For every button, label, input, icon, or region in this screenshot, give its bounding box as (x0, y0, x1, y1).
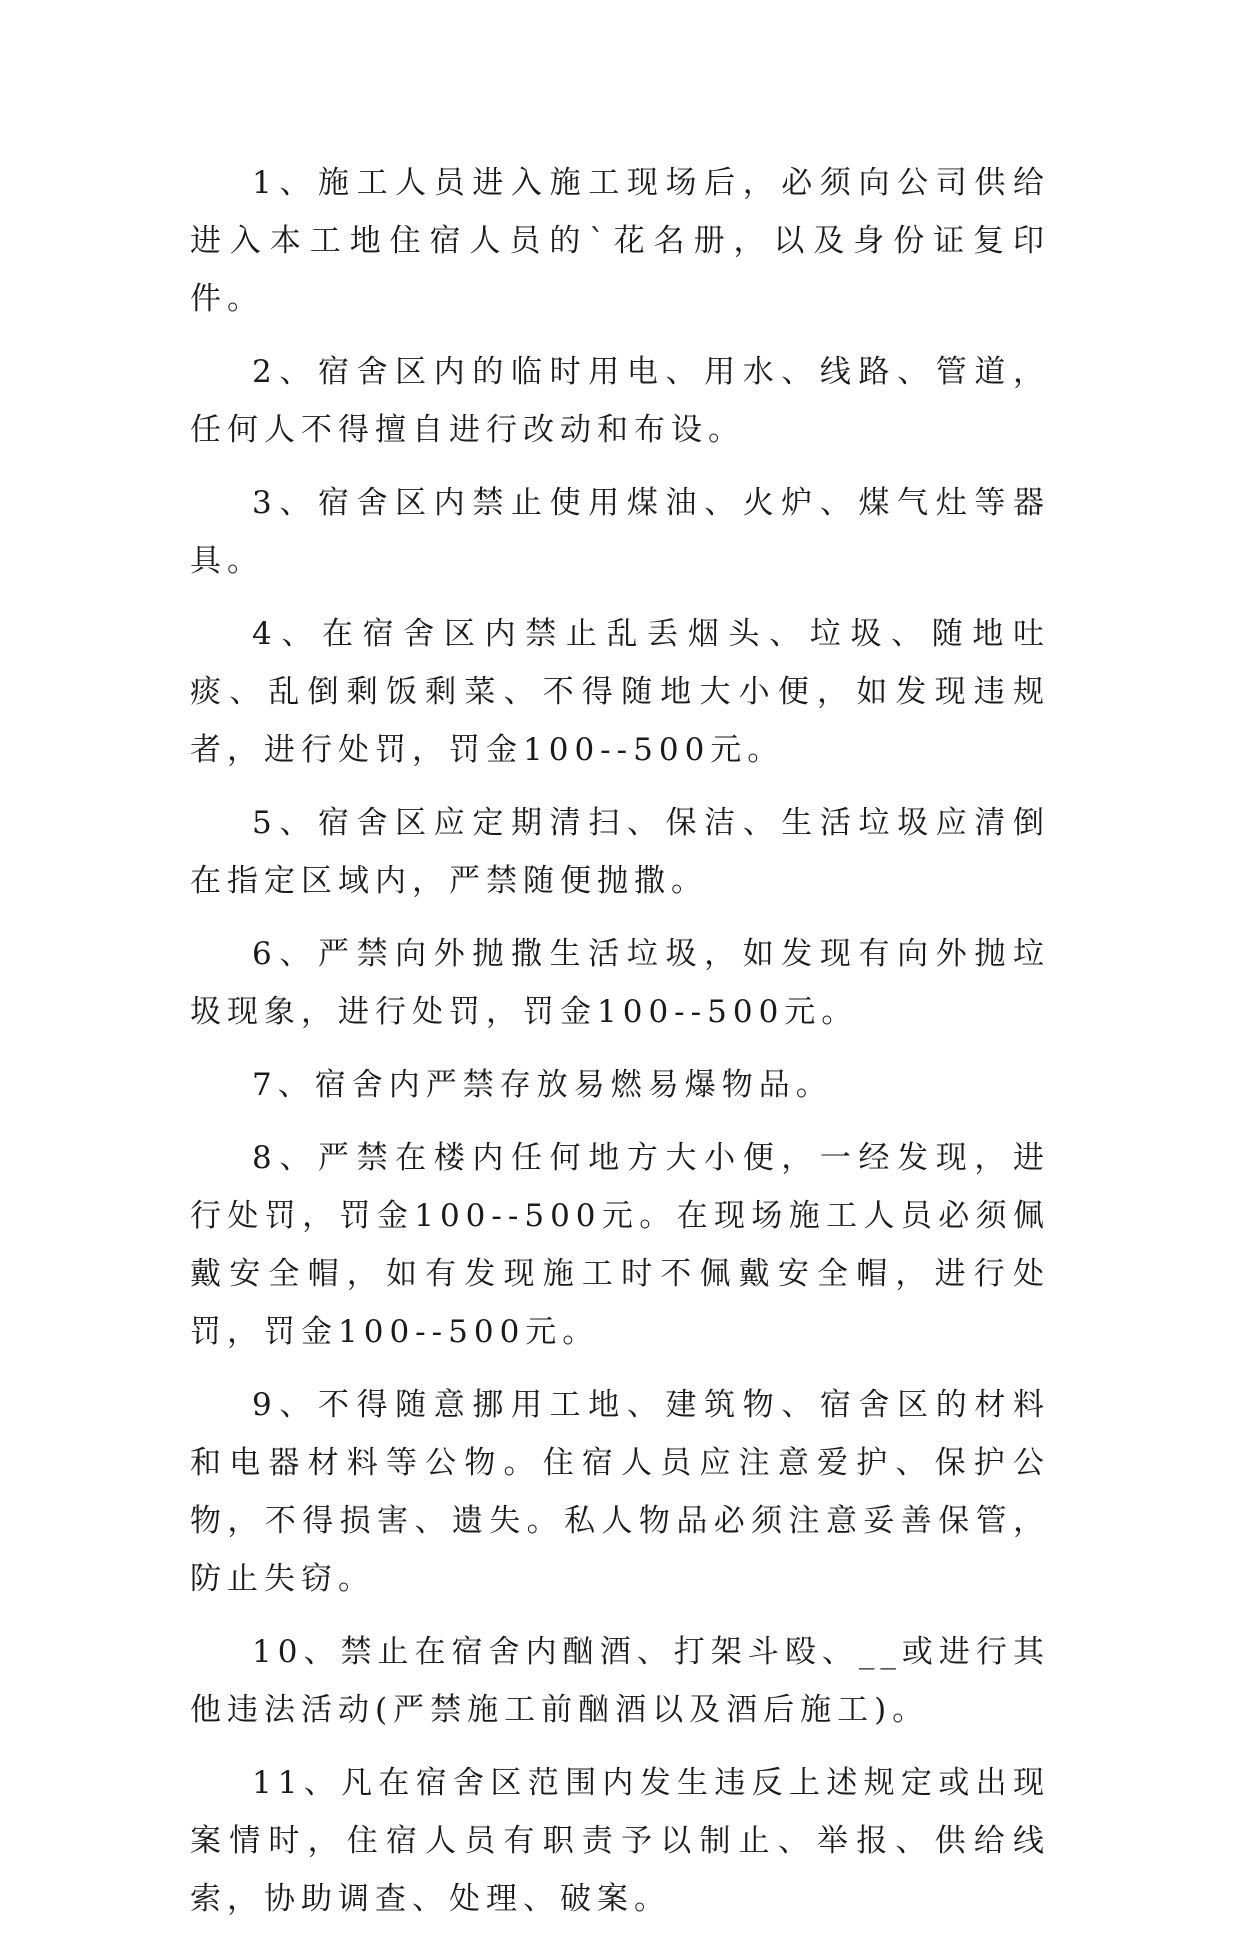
rule-paragraph-5: 5、宿舍区应定期清扫、保洁、生活垃圾应清倒在指定区域内，严禁随便抛撒。 (190, 805, 1050, 899)
rule-paragraph-4: 4、在宿舍区内禁止乱丢烟头、垃圾、随地吐痰、乱倒剩饭剩菜、不得随地大小便，如发现违规者，进行处罚，罚金100--500元。 (190, 616, 1050, 768)
rule-paragraph-11: 11、凡在宿舍区范围内发生违反上述规定或出现案情时，住宿人员有职责予以制止、举报、供给线索，协助调查、处理、破案。 (190, 1765, 1050, 1917)
document-body (190, 154, 1050, 1943)
rule-paragraph-2: 2、宿舍区内的临时用电、用水、线路、管道，任何人不得擅自进行改动和布设。 (190, 354, 1050, 448)
rule-paragraph-10: 10、禁止在宿舍内酗酒、打架斗殴、__或进行其他违法活动(严禁施工前酗酒以及酒后施工)。 (190, 1634, 1050, 1728)
rule-paragraph-8: 8、严禁在楼内任何地方大小便，一经发现，进行处罚，罚金100--500元。在现场施工人员必须佩戴安全帽，如有发现施工时不佩戴安全帽，进行处罚，罚金100--500元。 (190, 1140, 1050, 1350)
rule-paragraph-1: 1、施工人员进入施工现场后，必须向公司供给进入本工地住宿人员的`花名册，以及身份证复印件。 (190, 165, 1050, 317)
rule-paragraph-3: 3、宿舍区内禁止使用煤油、火炉、煤气灶等器具。 (190, 485, 1050, 579)
rule-paragraph-7: 7、宿舍内严禁存放易燃易爆物品。 (252, 1067, 833, 1103)
rule-paragraph-9: 9、不得随意挪用工地、建筑物、宿舍区的材料和电器材料等公物。住宿人员应注意爱护、保护公物，不得损害、遗失。私人物品必须注意妥善保管，防止失窃。 (190, 1387, 1050, 1597)
rule-paragraph-6: 6、严禁向外抛撒生活垃圾，如发现有向外抛垃圾现象，进行处罚，罚金100--500元。 (190, 936, 1050, 1030)
